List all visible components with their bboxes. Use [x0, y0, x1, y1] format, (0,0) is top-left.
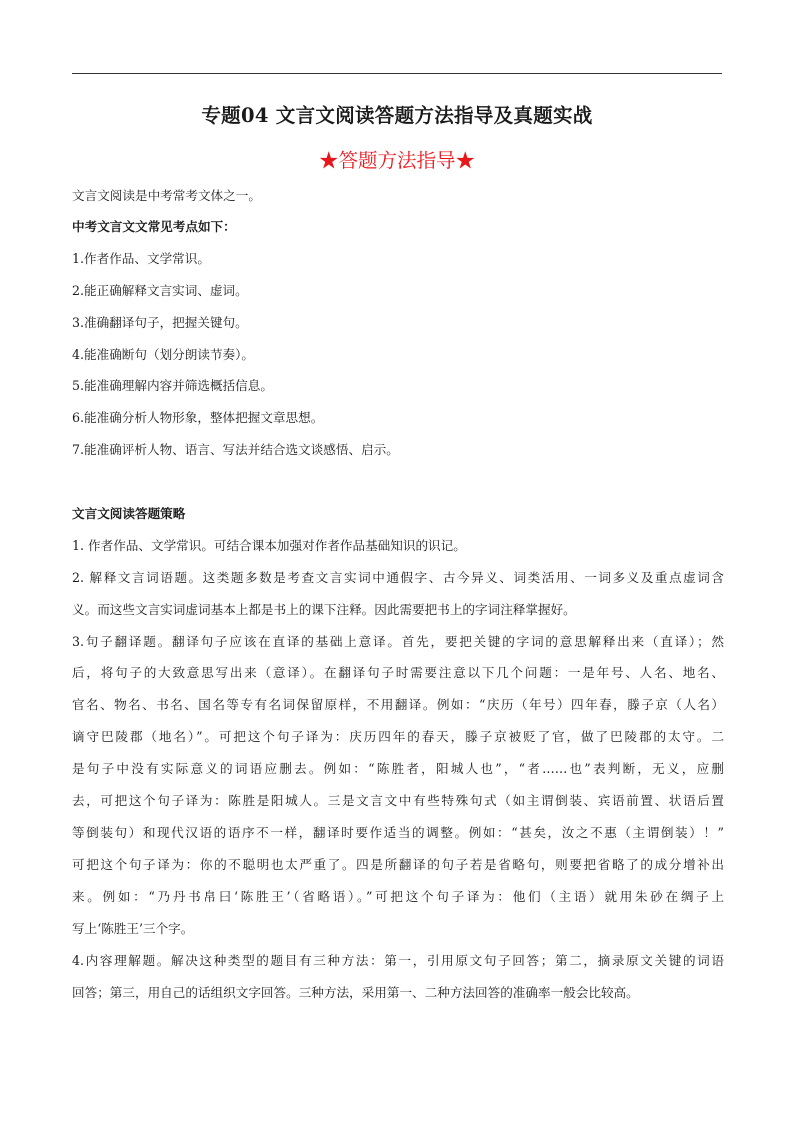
header-rule [72, 73, 722, 74]
point-item: 7.能准确评析人物、语言、写法并结合选文谈感悟、启示。 [72, 442, 399, 457]
strategy-line: 来。例如：“乃丹书帛曰‘陈胜王’（省略语）。”可把这个句子译为：他们（主语）就用朱砂在绸子上 [72, 889, 724, 904]
strategy-line: 等倒装句）和现代汉语的语序不一样，翻译时要作适当的调整。例如：“甚矣，汝之不惠（主谓倒装）！” [72, 825, 724, 840]
strategy-line: 4.内容理解题。解决这种类型的题目有三种方法：第一，引用原文句子回答；第二，摘录原文关键的词语 [72, 953, 724, 968]
strategy-line: 官名、物名、书名、国名等专有名词保留原样，不用翻译。例如：“庆历（年号）四年春，滕子京（人名） [72, 697, 724, 712]
strategy-line: 是句子中没有实际意义的词语应删去。例如：“陈胜者，阳城人也”，“者……也”表判断，无义，应删 [72, 761, 724, 776]
section-subtitle: ★答题方法指导★ [318, 149, 475, 172]
point-item: 3.准确翻译句子，把握关键句。 [72, 315, 248, 330]
strategy-line: 谪守巴陵郡（地名）”。可把这个句子译为：庆历四年的春天，滕子京被贬了官，做了巴陵郡的太守。二 [72, 729, 724, 744]
intro-paragraph: 文言文阅读是中考常考文体之一。 [72, 188, 261, 203]
points-heading: 中考文言文文常见考点如下： [72, 219, 236, 234]
strategy-line: 后，将句子的大致意思写出来（意译）。在翻译句子时需要注意以下几个问题：一是年号、人名、地名、 [72, 665, 724, 680]
point-item: 6.能准确分析人物形象，整体把握文章思想。 [72, 410, 324, 425]
point-item: 5.能准确理解内容并筛选概括信息。 [72, 378, 273, 393]
strategy-line: 去，可把这个句子译为：陈胜是阳城人。三是文言文中有些特殊句式（如主谓倒装、宾语前置、状语后置 [72, 793, 724, 808]
strategy-line: 回答；第三，用自己的话组织文字回答。三种方法，采用第一、二种方法回答的准确率一般会比较高。 [72, 985, 639, 1000]
point-item: 1.作者作品、文学常识。 [72, 251, 210, 266]
point-item: 4.能准确断句（划分朗读节奏）。 [72, 347, 255, 362]
document-title: 专题04 文言文阅读答题方法指导及真题实战 [201, 104, 593, 127]
strategy-heading: 文言文阅读答题策略 [72, 506, 186, 521]
strategy-line: 1. 作者作品、文学常识。可结合课本加强对作者作品基础知识的识记。 [72, 538, 466, 553]
strategy-line: 义。而这些文言实词虚词基本上都是书上的课下注释。因此需要把书上的字词注释掌握好。 [72, 602, 576, 617]
strategy-line: 3.句子翻译题。翻译句子应该在直译的基础上意译。首先，要把关键的字词的意思解释出来（直译）；然 [72, 634, 724, 649]
strategy-line: 写上‘陈胜王’三个字。 [72, 921, 194, 936]
strategy-line: 可把这个句子译为：你的不聪明也太严重了。四是所翻译的句子若是省略句，则要把省略了的成分增补出 [72, 857, 724, 872]
strategy-line: 2. 解释文言词语题。这类题多数是考查文言实词中通假字、古今异义、词类活用、一词多义及重点虚词含 [72, 570, 724, 585]
point-item: 2.能正确解释文言实词、虚词。 [72, 283, 248, 298]
